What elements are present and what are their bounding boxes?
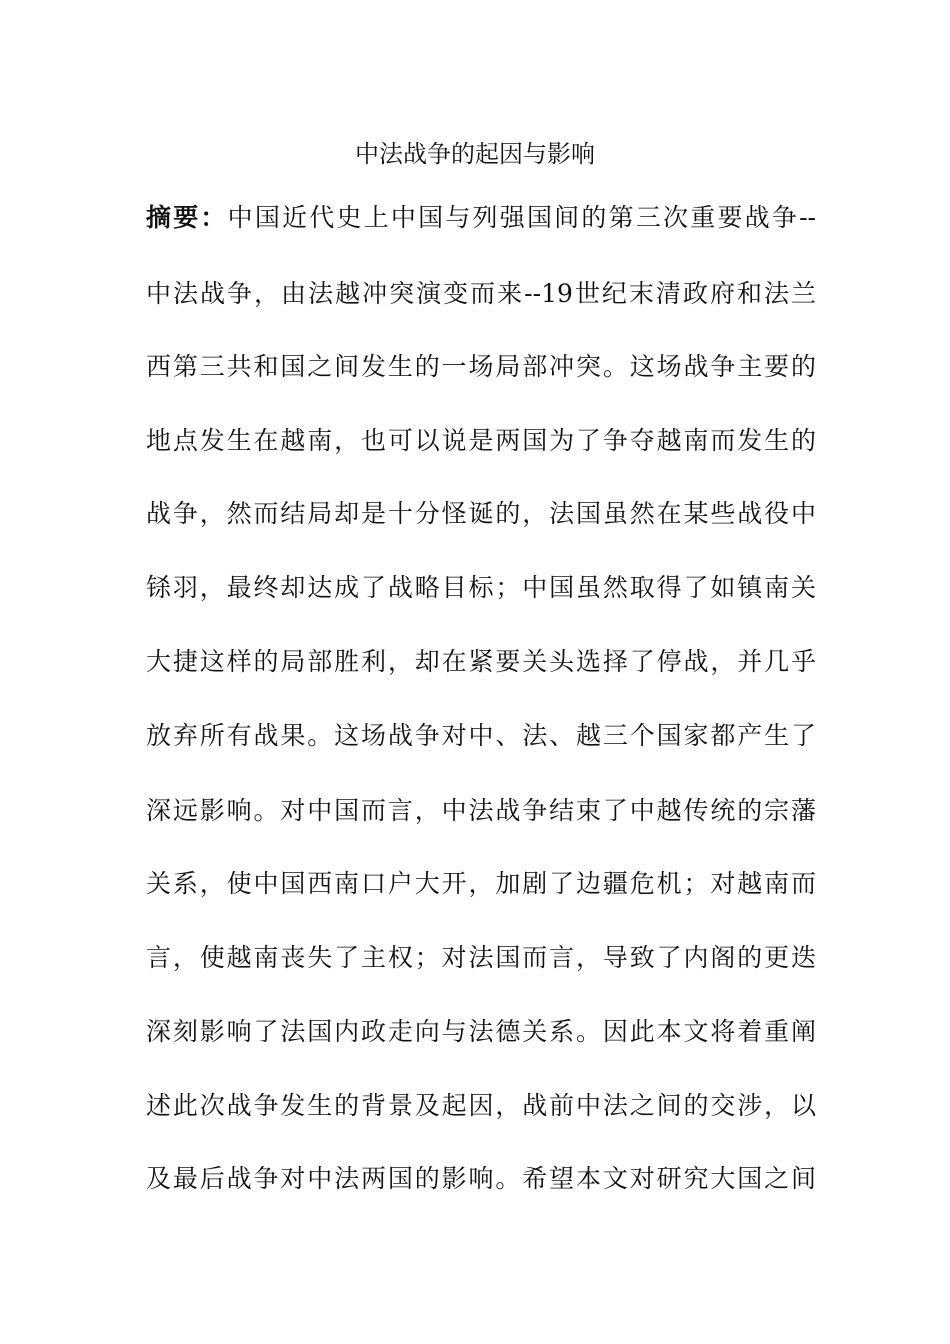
abstract-label: 摘要： bbox=[146, 203, 228, 232]
abstract-line-text: 中国近代史上中国与列强国间的第三次重要战争-- bbox=[227, 203, 816, 232]
abstract-line: 关系，使中国西南口户大开，加剧了边疆危机；对越南而 bbox=[146, 869, 816, 898]
abstract-line: 言，使越南丧失了主权；对法国而言，导致了内阁的更迭 bbox=[146, 943, 816, 972]
abstract-line bbox=[146, 196, 816, 240]
abstract-line: 深刻影响了法国内政走向与法德关系。因此本文将着重阐 bbox=[146, 1017, 816, 1046]
abstract-line: 战争，然而结局却是十分怪诞的，法国虽然在某些战役中 bbox=[146, 499, 816, 528]
abstract-line: 深远影响。对中国而言，中法战争结束了中越传统的宗藩 bbox=[146, 796, 816, 825]
abstract-line: 述此次战争发生的背景及起因，战前中法之间的交涉，以 bbox=[146, 1091, 816, 1120]
abstract-line: 铩羽，最终却达成了战略目标；中国虽然取得了如镇南关 bbox=[146, 573, 816, 602]
abstract-line: 及最后战争对中法两国的影响。希望本文对研究大国之间 bbox=[146, 1164, 816, 1193]
abstract-line: 大捷这样的局部胜利，却在紧要关头选择了停战，并几乎 bbox=[146, 647, 816, 676]
abstract-line: 放弃所有战果。这场战争对中、法、越三个国家都产生了 bbox=[146, 721, 816, 750]
abstract-line: 地点发生在越南，也可以说是两国为了争夺越南而发生的 bbox=[146, 426, 816, 455]
abstract-line: 西第三共和国之间发生的一场局部冲突。这场战争主要的 bbox=[146, 352, 816, 381]
document-title: 中法战争的起因与影响 bbox=[355, 140, 595, 168]
abstract-line: 中法战争，由法越冲突演变而来--19世纪末清政府和法兰 bbox=[146, 279, 816, 308]
